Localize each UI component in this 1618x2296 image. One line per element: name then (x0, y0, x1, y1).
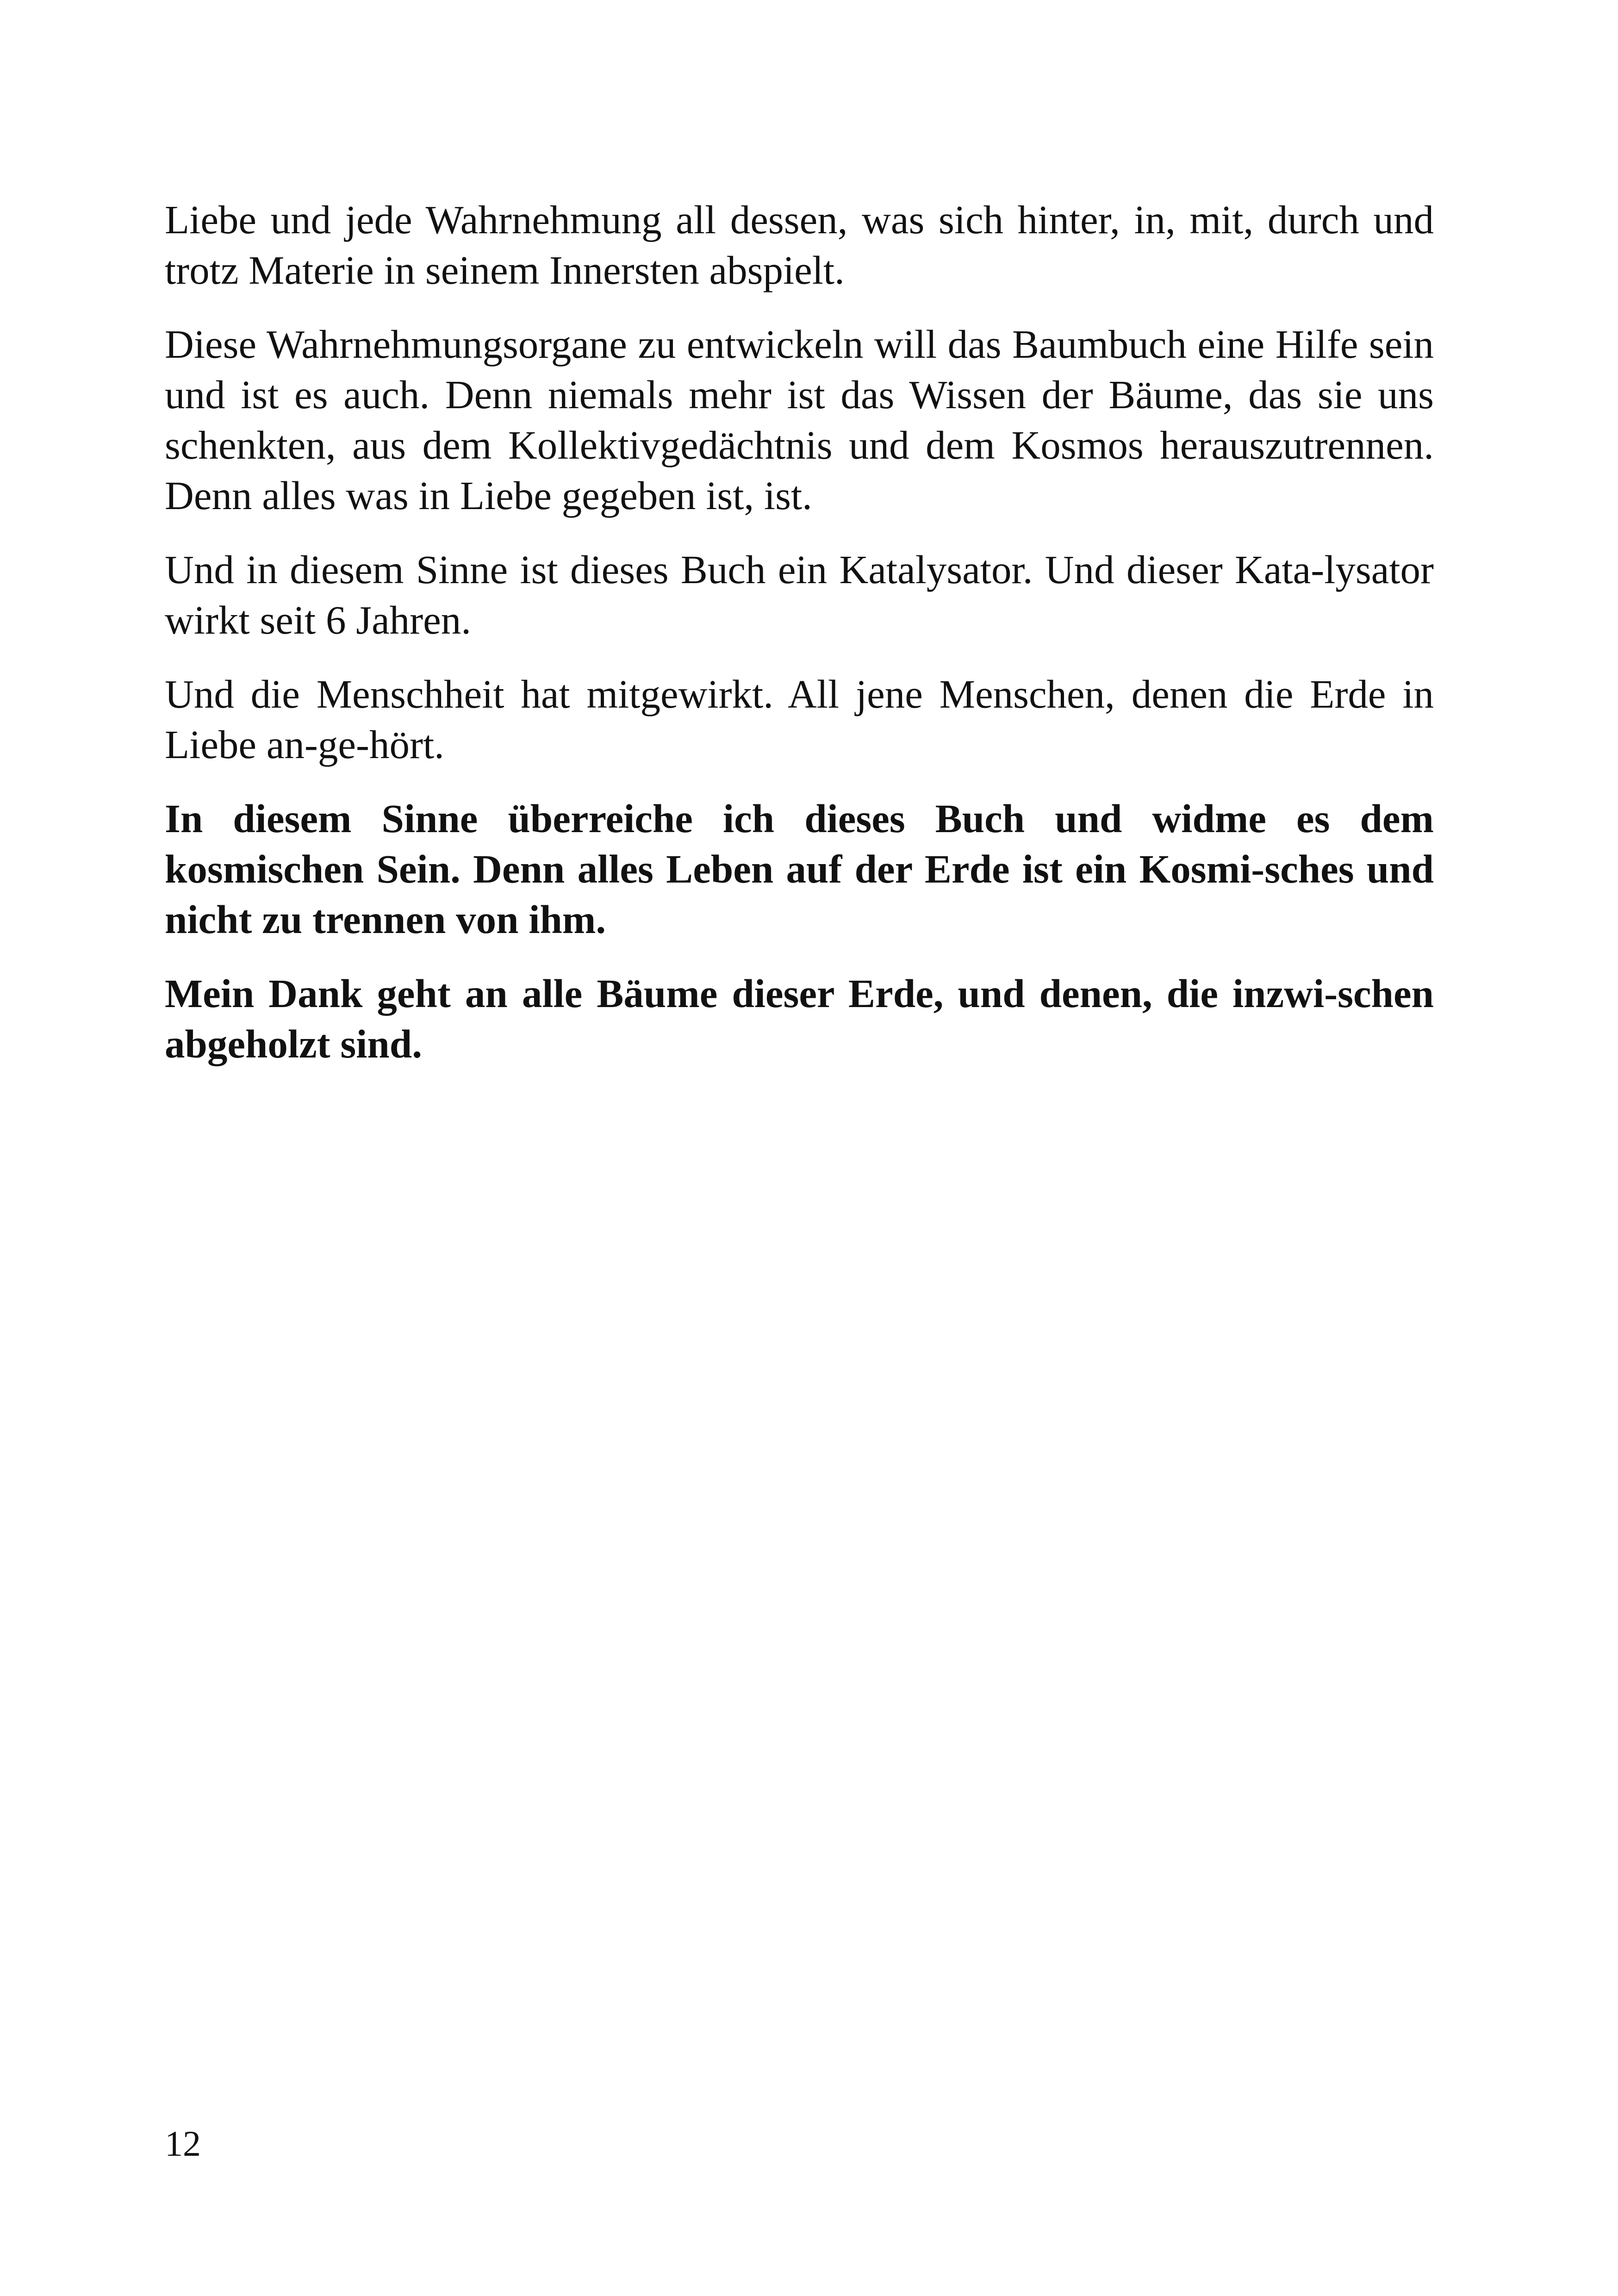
paragraph: Diese Wahrnehmungsorgane zu entwickeln will das Baumbuch eine Hilfe sein und ist es auch. Denn niemals mehr ist das Wissen der Bäume, das sie uns schenkten, aus dem Kollektivgedächtnis und dem Kosmos herauszutrennen. Denn alles was in Liebe gegeben ist, ist. (165, 322, 1434, 518)
thanks-paragraph: Mein Dank geht an alle Bäume dieser Erde, und denen, die inzwi-schen abgeholzt sind. (165, 971, 1434, 1066)
paragraph: Und in diesem Sinne ist dieses Buch ein Katalysator. Und dieser Kata-lysator wirkt seit 6 Jahren. (165, 547, 1434, 642)
page-number: 12 (165, 2123, 201, 2164)
dedication-paragraph: In diesem Sinne überreiche ich dieses Buch und widme es dem kosmischen Sein. Denn alles Leben auf der Erde ist ein Kosmi-sches und nicht zu trennen von ihm. (165, 796, 1434, 942)
paragraph: Liebe und jede Wahrnehmung all dessen, was sich hinter, in, mit, durch und trotz Materie in seinem Innersten abspielt. (165, 197, 1434, 292)
paragraph: Und die Menschheit hat mitgewirkt. All jene Menschen, denen die Erde in Liebe an-ge-hört. (165, 672, 1434, 767)
body-text (165, 194, 1434, 1093)
